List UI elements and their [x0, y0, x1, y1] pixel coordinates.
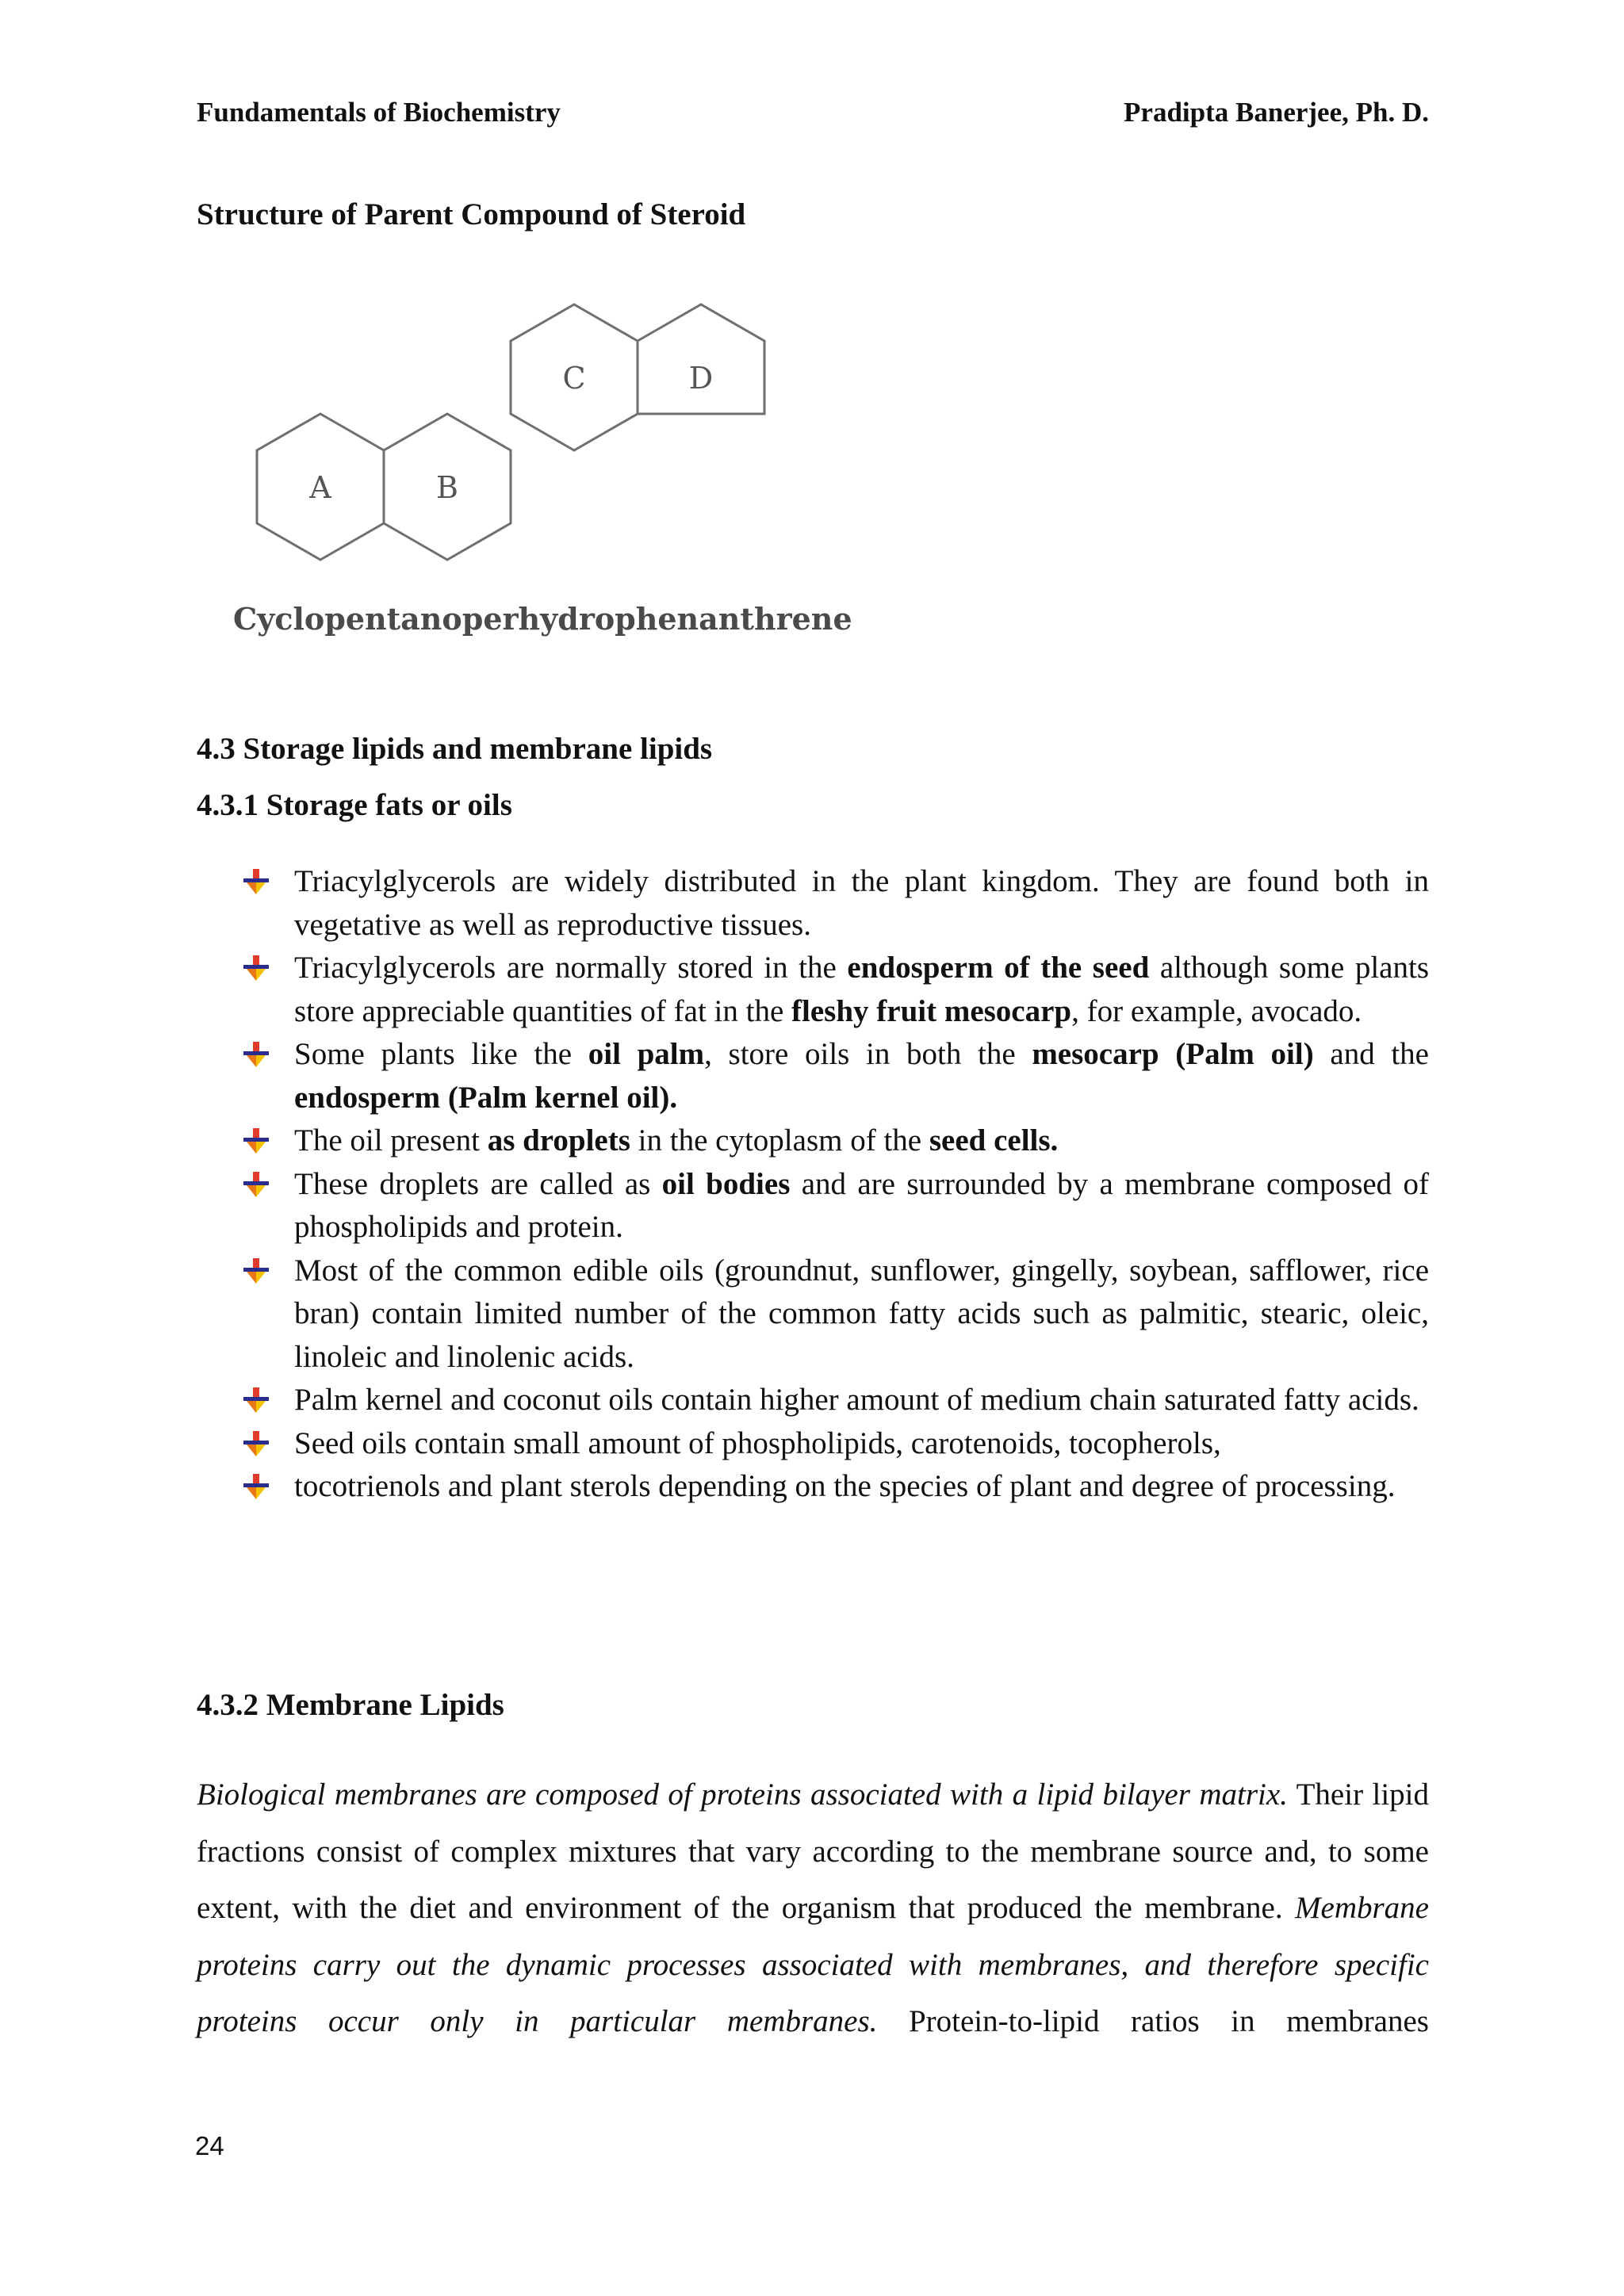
list-item: [242, 860, 1429, 947]
heading-4-3-2: 4.3.2 Membrane Lipids: [197, 1688, 504, 1722]
bold-text: oil palm: [588, 1037, 705, 1071]
text-run: Seed oils contain small amount of phospholipids, carotenoids, tocopherols,: [294, 1425, 1221, 1460]
arrow-down-icon: [242, 1472, 270, 1501]
text-run: The oil present: [294, 1123, 488, 1158]
ring-c-label: C: [562, 361, 586, 396]
section-title: Structure of Parent Compound of Steroid: [197, 197, 746, 232]
list-item: [242, 947, 1429, 1033]
list-item: [242, 1465, 1429, 1509]
text-run: tocotrienols and plant sterols depending on the species of plant and degree of processing.: [294, 1469, 1396, 1503]
list-item: [242, 1033, 1429, 1119]
bold-text: seed cells.: [929, 1123, 1059, 1158]
arrow-down-icon: [242, 867, 270, 896]
text-run: Triacylglycerols are widely distributed in the plant kingdom. They are found both in vegetative as well as reproductive tissues.: [294, 864, 1429, 942]
italic-text: Biological membranes are composed of proteins associated with a lipid bilayer matrix.: [197, 1777, 1288, 1812]
text-run: Triacylglycerols are normally stored in the: [294, 951, 848, 985]
ring-d-label: D: [688, 361, 714, 396]
list-item: [242, 1163, 1429, 1249]
arrow-down-icon: [242, 1429, 270, 1458]
italic-text: Membrane proteins carry out the dynamic processes associated with membranes, and therefore specific proteins occur only in particular membranes.: [197, 1891, 1429, 2038]
list-item: [242, 1422, 1429, 1466]
text-run: Palm kernel and coconut oils contain higher amount of medium chain saturated fatty acids.: [294, 1383, 1419, 1417]
ring-d: [638, 304, 764, 414]
text-run: Some plants like the: [294, 1037, 588, 1071]
arrow-down-icon: [242, 1040, 270, 1069]
text-run: Their lipid fractions consist of complex mixtures that vary according to the membrane source and, to some extent, with the diet and environment of the organism that produced the membrane.: [197, 1777, 1429, 1925]
arrow-down-icon: [242, 1386, 270, 1414]
bold-text: fleshy fruit mesocarp: [791, 993, 1072, 1028]
text-run: Protein-to-lipid ratios in membranes: [877, 2004, 1429, 2038]
text-run: Most of the common edible oils (groundnut, sunflower, gingelly, soybean, safflower, rice bran) contain limited number of the common fatty acids such as palmitic, stearic, oleic, linoleic and linolenic acids.: [294, 1253, 1429, 1374]
steroid-structure-diagram: [222, 293, 872, 658]
list-item: [242, 1249, 1429, 1380]
list-item: [242, 1379, 1429, 1422]
storage-fats-list: [242, 860, 1429, 1509]
bold-text: endosperm (Palm kernel oil).: [294, 1080, 678, 1115]
running-header-author: Pradipta Banerjee, Ph. D.: [1124, 97, 1429, 128]
bold-text: oil bodies: [661, 1166, 791, 1201]
ring-b-label: B: [436, 470, 458, 505]
text-run: , store oils in both the: [704, 1037, 1032, 1071]
running-header-title: Fundamentals of Biochemistry: [197, 97, 561, 128]
diagram-caption: Cyclopentanoperhydrophenanthrene: [233, 601, 852, 637]
text-run: although some plants store appreciable quantities of fat in the: [294, 951, 1429, 1028]
text-run: and the: [1313, 1037, 1429, 1071]
ring-a-label: A: [309, 470, 331, 505]
arrow-down-icon: [242, 1257, 270, 1285]
heading-4-3-1: 4.3.1 Storage fats or oils: [197, 788, 512, 822]
bold-text: endosperm of the seed: [847, 951, 1150, 985]
list-item: [242, 1119, 1429, 1163]
text-run: and are surrounded by a membrane composed of phospholipids and protein.: [294, 1166, 1430, 1244]
bold-text: as droplets: [487, 1123, 630, 1158]
heading-4-3: 4.3 Storage lipids and membrane lipids: [197, 732, 713, 766]
bold-text: mesocarp (Palm oil): [1032, 1037, 1314, 1071]
text-run: , for example, avocado.: [1071, 993, 1362, 1028]
text-run: in the cytoplasm of the: [630, 1123, 929, 1158]
arrow-down-icon: [242, 954, 270, 982]
page-number: 24: [195, 2131, 224, 2160]
membrane-lipids-paragraph: [197, 1766, 1429, 2107]
arrow-down-icon: [242, 1127, 270, 1155]
text-run: These droplets are called as: [294, 1166, 662, 1201]
arrow-down-icon: [242, 1170, 270, 1199]
